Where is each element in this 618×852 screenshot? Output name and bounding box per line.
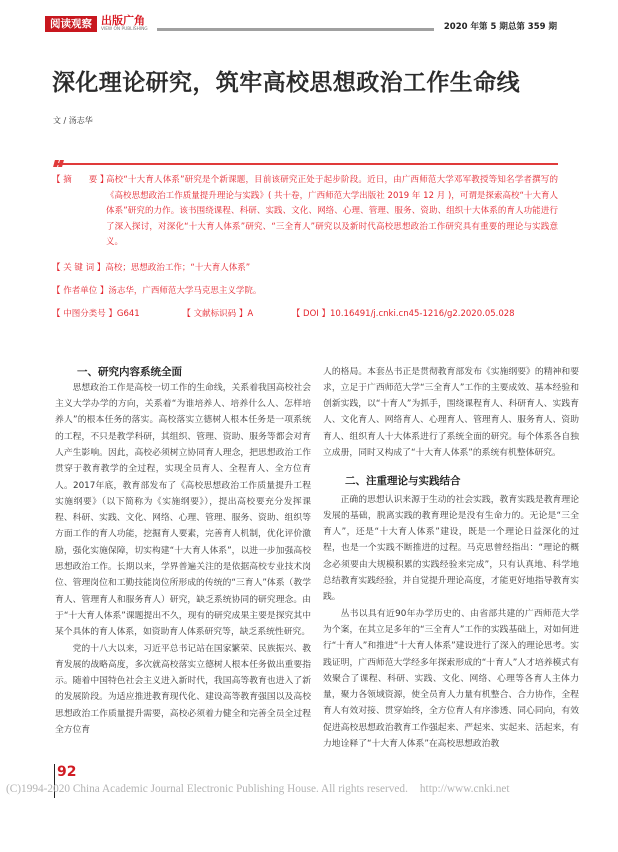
journal-logo-en: VIEW ON PUBLISHING xyxy=(101,27,148,32)
keywords-label: 【 关 键 词 】 xyxy=(52,262,106,273)
doi-value[interactable]: 10.16491/j.cnki.cn45-1216/g2.2020.05.028 xyxy=(330,308,515,319)
paragraph: 党的十八大以来，习近平总书记站在国家繁荣、民族振兴、教育发展的战略高度，多次就高校落实立德树人根本任务做出重要指示。随着中国特色社会主义进入新时代，我国高等教育也进入了新的发展阶段。为适应推进教育现代化、建设高等教育强国以及高校思想政治工作质量提升需要，高校必须着力健全和完善全员全过程全方位育 xyxy=(55,643,311,736)
clc-value: G641 xyxy=(116,308,140,319)
paragraph: 丛书以具有近90年办学历史的、由省部共建的广西师范大学为个案，在其立足多年的“三全育人”工作的实践基础上，对如何进行“十育人”和推进“十大育人体系”建设进行了深入的理论思考。实践证明，广西师范大学经多年探索形成的“十育人”人才培养模式有效聚合了课程、科研、实践、文化、网络、心理等各育人主体力量，聚力各领域资源，使全员育人力量有机整合、合力协作，全程育人有效对接、贯穿始终，全方位育人有序渗透、同心同向，有效促进高校思想政治教育工作强起来、严起来、实起来、活起来，有力地诠释了“十大育人体系”在高校思想政治教 xyxy=(323,608,579,750)
affiliation-value: 汤志华，广西师范大学马克思主义学院。 xyxy=(108,285,262,296)
doc-code-value: A xyxy=(247,308,254,319)
copyright-text: (C)1994-2020 China Academic Journal Electronic Publishing House. All rights reserved. xyxy=(6,783,408,796)
section-heading-1: 一、研究内容系统全面 xyxy=(77,365,182,378)
affiliation-label: 【 作者单位 】 xyxy=(52,285,109,296)
clc-field xyxy=(52,308,140,320)
doi-field xyxy=(292,308,515,320)
article-title: 深化理论研究，筑牢高校思想政治工作生命线 xyxy=(52,70,520,96)
page-number: 92 xyxy=(57,764,77,781)
keywords-line xyxy=(52,262,562,274)
abstract-rule-wrap xyxy=(54,160,558,167)
abstract-divider xyxy=(55,163,558,165)
header-divider xyxy=(157,28,434,31)
doc-code-label: 【 文献标识码 】 xyxy=(182,308,248,319)
body-columns xyxy=(55,364,579,753)
article-meta xyxy=(52,173,562,320)
abstract-label: 【 摘 要 】 xyxy=(52,175,109,185)
affiliation-line xyxy=(52,285,562,297)
paragraph: 正确的思想认识来源于生动的社会实践，教育实践是教育理论发展的基础，脱离实践的教育理论是没有生命力的。无论是“三全育人”，还是“十大育人体系”建设，既是一个理论日益深化的过程，也是一个实践不断推进的过程。马克思曾经指出：“理论的概念必须要由大规模积累的实践经验来完成”，只有认真地、科学地总结教育实践经验，并自觉提升理论高度，才能更好地指导教育实践。 xyxy=(323,494,579,603)
section-heading-2: 二、注重理论与实践结合 xyxy=(345,475,461,488)
byline: 文 / 汤志华 xyxy=(53,116,93,125)
running-header xyxy=(45,14,578,36)
page-footer xyxy=(0,764,618,800)
journal-logo-cn: 出版广角 xyxy=(101,14,145,27)
body-column-right xyxy=(323,364,579,753)
copyright-watermark xyxy=(6,782,510,796)
abstract-text: 高校“十大育人体系”研究是个新课题，目前该研究正处于起步阶段。近日，由广西师范大学邓军教授等知名学者撰写的《高校思想政治工作质量提升理论与实践》( 共十卷，广西师范大学出版社 2019 年 12 月 )，可谓是探索高校“十大育人体系”研究的力作。该书围绕课程、科研、实践、文化、网络、心理、管理、服务、资助、组织十大体系的育人功能进行了深入探讨，对深化“十大育人体系”研究、“三全育人”研究以及新时代高校思想政治工作研究具有重要的理论与实践意义。 xyxy=(106,175,558,247)
abstract-block xyxy=(52,173,562,251)
column-label: 阅读观察 xyxy=(45,16,97,32)
doi-label: 【 DOI 】 xyxy=(291,308,331,319)
paragraph-continued: 人的格局。本套丛书正是贯彻教育部发布《实施纲要》的精神和要求，立足于广西师范大学“三全育人”工作的主要成效、基本经验和创新实践，以“十育人”为抓手，围绕课程育人、科研育人、实践育人、文化育人、网络育人、心理育人、管理育人、服务育人、资助育人、组织育人十大体系进行了系统全面的研究。每个体系各自独立成册，同时又构成了“十大育人体系”的系统有机整体研究。 xyxy=(323,366,579,458)
issue-info: 2020 年第 5 期总第 359 期 xyxy=(443,22,557,32)
clc-label: 【 中图分类号 】 xyxy=(52,308,117,319)
classification-line xyxy=(52,308,562,320)
cnki-link[interactable]: http://www.cnki.net xyxy=(419,783,510,796)
keywords-value: 高校；思想政治工作；“十大育人体系” xyxy=(105,262,251,273)
body-column-left xyxy=(55,364,311,739)
paragraph: 思想政治工作是高校一切工作的生命线，关系着我国高校社会主义大学办学的方向，关系着“为谁培养人、培养什么人、怎样培养人”的根本任务的落实。高校落实立德树人根本任务是一项系统的工程，不只是教学科研，其组织、管理、资助、服务等都会对育人产生影响。因此，高校必须树立协同育人理念，把思想政治工作贯穿于教育教学的全过程，实现全员育人、全程育人、全方位育人。2017年底，教育部发布了《高校思想政治工作质量提升工程实施纲要》（以下简称为《实施纲要》），提出高校要充分发挥课程、科研、实践、文化、网络、心理、管理、服务、资助、组织等方面工作的育人功能，挖掘育人要素，完善育人机制，优化评价激励，强化实施保障，切实构建“十大育人体系”，以进一步加强高校思想政治工作。长期以来，学界普遍关注的是依据高校专业技术岗位、管理岗位和工勤技能岗位所形成的传统的“三育人”体系（教学育人、管理育人和服务育人）研究，缺乏系统协同的研究理念。由于“十大育人体系”课题提出不久，现有的研究成果主要是探究其中某个具体的育人体系，如资助育人体系研究等，缺乏系统性研究。 xyxy=(55,382,311,638)
journal-logo xyxy=(101,14,151,33)
doc-code-field xyxy=(182,308,253,320)
